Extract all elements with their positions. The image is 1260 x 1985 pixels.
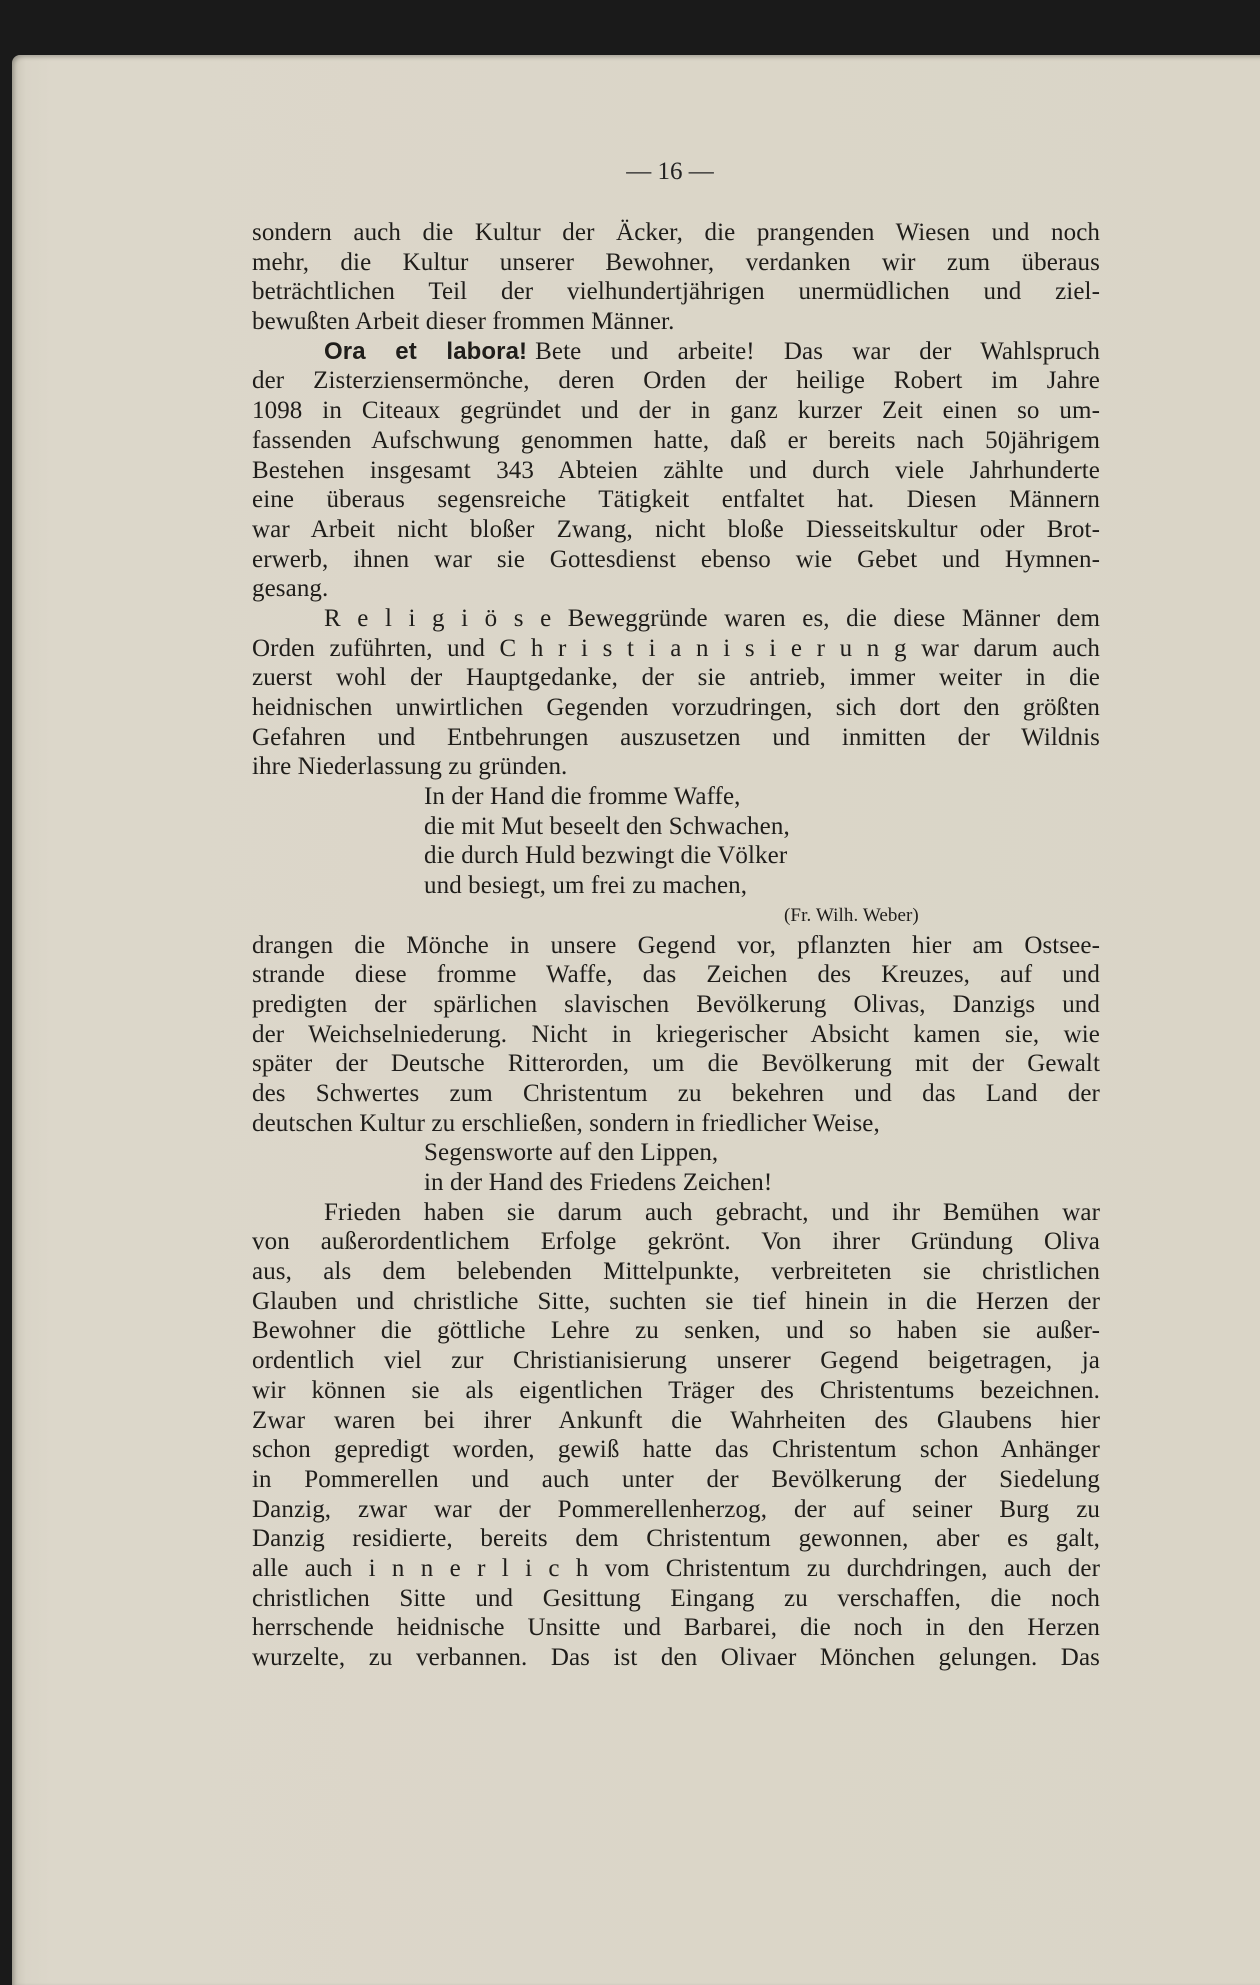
verse-line: Segensworte auf den Lippen, <box>424 1139 719 1167</box>
text-line: herrschende heidnische Unsitte und Barbarei, die noch in den Herzen <box>252 1614 1100 1642</box>
text-line: Danzig residierte, bereits dem Christentum gewonnen, aber es galt, <box>252 1525 1100 1553</box>
text-line: der Weichselniederung. Nicht in kriegerischer Absicht kamen sie, wie <box>252 1020 1100 1048</box>
line-text: Bete und arbeite! Das war der Wahlspruch <box>535 337 1100 365</box>
text-line: alle auch i n n e r l i c h vom Christentum zu durchdringen, auch der <box>252 1554 1100 1582</box>
verse-line: in der Hand des Friedens Zeichen! <box>424 1169 773 1196</box>
text-line: R e l i g i ö s e Beweggründe waren es, die diese Männer dem <box>324 604 1100 632</box>
text-line: 1098 in Citeaux gegründet und der in ganz kurzer Zeit einen so um- <box>252 397 1100 425</box>
text-line <box>252 337 1100 367</box>
text-line: des Schwertes zum Christentum zu bekehren und das Land der <box>252 1079 1100 1107</box>
body-text <box>252 218 1100 1673</box>
verse-line: die durch Huld bezwingt die Völker <box>424 842 788 870</box>
text-line: später der Deutsche Ritterorden, um die Bevölkerung mit der Gewalt <box>252 1050 1100 1078</box>
text-line: Zwar waren bei ihrer Ankunft die Wahrheiten des Glaubens hier <box>252 1406 1100 1434</box>
latin-motto: Ora et labora! <box>324 337 528 365</box>
text-line: aus, als dem belebenden Mittelpunkte, verbreiteten sie christlichen <box>252 1258 1100 1286</box>
text-line: Frieden haben sie darum auch gebracht, und ihr Bemühen war <box>324 1198 1100 1226</box>
verse-line: die mit Mut beseelt den Schwachen, <box>424 812 790 840</box>
verse-line: In der Hand die fromme Waffe, <box>424 783 741 811</box>
text-line: Bestehen insgesamt 343 Abteien zählte und durch viele Jahrhunderte <box>252 456 1100 484</box>
text-line: gesang. <box>252 575 329 603</box>
text-line: in Pommerellen und auch unter der Bevölkerung der Siedelung <box>252 1465 1100 1493</box>
text-line: erwerb, ihnen war sie Gottesdienst ebenso wie Gebet und Hymnen- <box>252 545 1100 573</box>
text-line: Danzig, zwar war der Pommerellenherzog, der auf seiner Burg zu <box>252 1495 1100 1523</box>
text-line: predigten der spärlichen slavischen Bevölkerung Olivas, Danzigs und <box>252 990 1100 1018</box>
text-line: drangen die Mönche in unsere Gegend vor, pflanzten hier am Ostsee- <box>252 931 1100 959</box>
text-line: christlichen Sitte und Gesittung Eingang zu verschaffen, die noch <box>252 1584 1100 1612</box>
text-line: zuerst wohl der Hauptgedanke, der sie antrieb, immer weiter in die <box>252 664 1100 692</box>
text-line: ordentlich viel zur Christianisierung unserer Gegend beigetragen, ja <box>252 1347 1100 1375</box>
text-line: mehr, die Kultur unserer Bewohner, verdanken wir zum überaus <box>252 248 1100 276</box>
page-number: — 16 — <box>626 158 714 185</box>
text-line: der Zisterziensermönche, deren Orden der heilige Robert im Jahre <box>252 367 1100 395</box>
text-line: fassenden Aufschwung genommen hatte, daß er bereits nach 50jährigem <box>252 426 1100 454</box>
text-line: von außerordentlichem Erfolge gekrönt. Von ihrer Gründung Oliva <box>252 1228 1100 1256</box>
text-line: deutschen Kultur zu erschließen, sondern in friedlicher Weise, <box>252 1109 880 1137</box>
text-line: Gefahren und Entbehrungen auszusetzen und inmitten der Wildnis <box>252 723 1100 751</box>
text-line: wurzelte, zu verbannen. Das ist den Olivaer Mönchen gelungen. Das <box>252 1644 1100 1671</box>
quote-attribution: (Fr. Wilh. Weber) <box>784 904 919 926</box>
text-line: strande diese fromme Waffe, das Zeichen des Kreuzes, auf und <box>252 961 1100 989</box>
text-line: wir können sie als eigentlichen Träger des Christentums bezeichnen. <box>252 1376 1100 1404</box>
text-line: eine überaus segensreiche Tätigkeit entfaltet hat. Diesen Männern <box>252 486 1100 514</box>
text-line: war Arbeit nicht bloßer Zwang, nicht bloße Diesseitskultur oder Brot- <box>252 515 1100 543</box>
text-line: ihre Niederlassung zu gründen. <box>252 753 568 781</box>
verse-line: und besiegt, um frei zu machen, <box>424 872 748 900</box>
text-line: schon gepredigt worden, gewiß hatte das Christentum schon Anhänger <box>252 1436 1100 1464</box>
text-line: Orden zuführten, und C h r i s t i a n i s i e r u n g war darum auch <box>252 634 1100 662</box>
text-line: Glauben und christliche Sitte, suchten sie tief hinein in die Herzen der <box>252 1287 1100 1315</box>
text-line: beträchtlichen Teil der vielhundertjährigen unermüdlichen und ziel- <box>252 278 1100 306</box>
text-line: bewußten Arbeit dieser frommen Männer. <box>252 308 675 336</box>
text-line: heidnischen unwirtlichen Gegenden vorzudringen, sich dort den größten <box>252 694 1100 721</box>
text-line: Bewohner die göttliche Lehre zu senken, und so haben sie außer- <box>252 1317 1100 1345</box>
text-line: sondern auch die Kultur der Äcker, die prangenden Wiesen und noch <box>252 219 1100 246</box>
